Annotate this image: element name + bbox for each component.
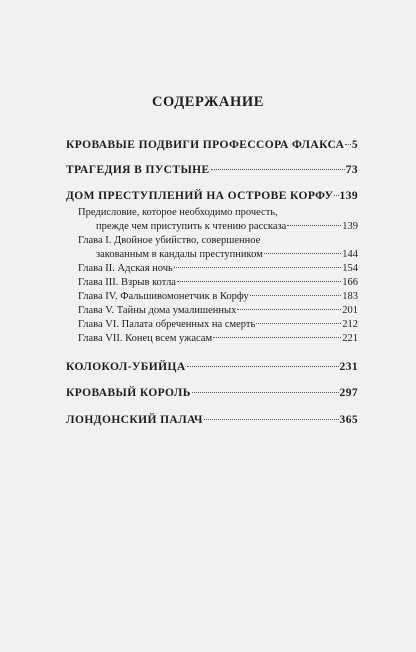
chapter-title: Глава VII. Конец всем ужасам: [78, 333, 213, 344]
toc-entry-title: ДОМ ПРЕСТУПЛЕНИЙ НА ОСТРОВЕ КОРФУ: [66, 190, 334, 202]
chapter-entry: [66, 291, 358, 302]
chapter-title: Глава VI. Палата обреченных на смерть: [78, 319, 256, 330]
chapter-title-line: прежде чем приступить к чтению рассказа: [96, 221, 287, 232]
toc-entry-title: КРОВАВЫЙ КОРОЛЬ: [66, 387, 191, 399]
chapter-title: Глава III. Взрыв котла: [78, 277, 176, 288]
chapter-page: 144: [342, 249, 358, 260]
dot-leader: [334, 195, 338, 196]
dot-leader: [213, 337, 341, 338]
chapter-page: 154: [342, 263, 358, 274]
dot-leader: [211, 169, 345, 170]
dot-leader: [250, 295, 342, 296]
toc-entry: [66, 414, 358, 426]
dot-leader: [237, 309, 341, 310]
chapter-title: Глава II. Адская ночь: [78, 263, 173, 274]
toc-entry-page: 5: [351, 139, 358, 151]
toc-entry-title: ЛОНДОНСКИЙ ПАЛАЧ: [66, 414, 203, 426]
chapter-page: 221: [342, 333, 358, 344]
toc-entry-page: 365: [339, 414, 358, 426]
toc-entry-page: 73: [345, 164, 358, 176]
chapter-entry: [66, 277, 358, 288]
chapter-entry: [66, 333, 358, 344]
dot-leader: [256, 323, 341, 324]
dot-leader: [264, 253, 341, 254]
dot-leader: [287, 225, 341, 226]
toc-entry-title: КОЛОКОЛ-УБИЙЦА: [66, 361, 186, 373]
chapter-entry: [66, 319, 358, 330]
toc-entry: [66, 387, 358, 399]
toc-entry-title: ТРАГЕДИЯ В ПУСТЫНЕ: [66, 164, 210, 176]
toc-entry: [66, 164, 358, 176]
toc-entry-page: 297: [339, 387, 358, 399]
chapter-page: 139: [342, 221, 358, 232]
toc-entry-page: 139: [339, 190, 358, 202]
toc-entry-page: 231: [339, 361, 358, 373]
toc-entry: [66, 190, 358, 202]
chapter-page: 212: [342, 319, 358, 330]
chapter-page: 166: [342, 277, 358, 288]
chapter-title-line: Глава I. Двойное убийство, совершенное: [78, 235, 261, 246]
dot-leader: [177, 281, 341, 282]
chapter-title-line: закованным в кандалы преступником: [96, 249, 263, 260]
toc-entry: [66, 361, 358, 373]
dot-leader: [174, 267, 341, 268]
chapter-entry: [66, 249, 358, 260]
page-title: СОДЕРЖАНИЕ: [151, 94, 265, 110]
toc-entry-title: КРОВАВЫЕ ПОДВИГИ ПРОФЕССОРА ФЛАКСА: [66, 139, 345, 151]
chapter-page: 201: [342, 305, 358, 316]
toc-entry: [66, 139, 358, 151]
chapter-page: 183: [342, 291, 358, 302]
dot-leader: [192, 392, 339, 393]
chapter-title: Глава IV. Фальшивомонетчик в Корфу: [78, 291, 249, 302]
chapter-title: Глава V. Тайны дома умалишенных: [78, 305, 237, 316]
chapter-entry: [66, 263, 358, 274]
chapter-entry: [66, 221, 358, 232]
dot-leader: [187, 366, 339, 367]
chapter-title-line: Предисловие, которое необходимо прочесть,: [78, 207, 278, 218]
chapter-entry: [66, 305, 358, 316]
dot-leader: [204, 419, 339, 420]
dot-leader: [345, 144, 350, 145]
